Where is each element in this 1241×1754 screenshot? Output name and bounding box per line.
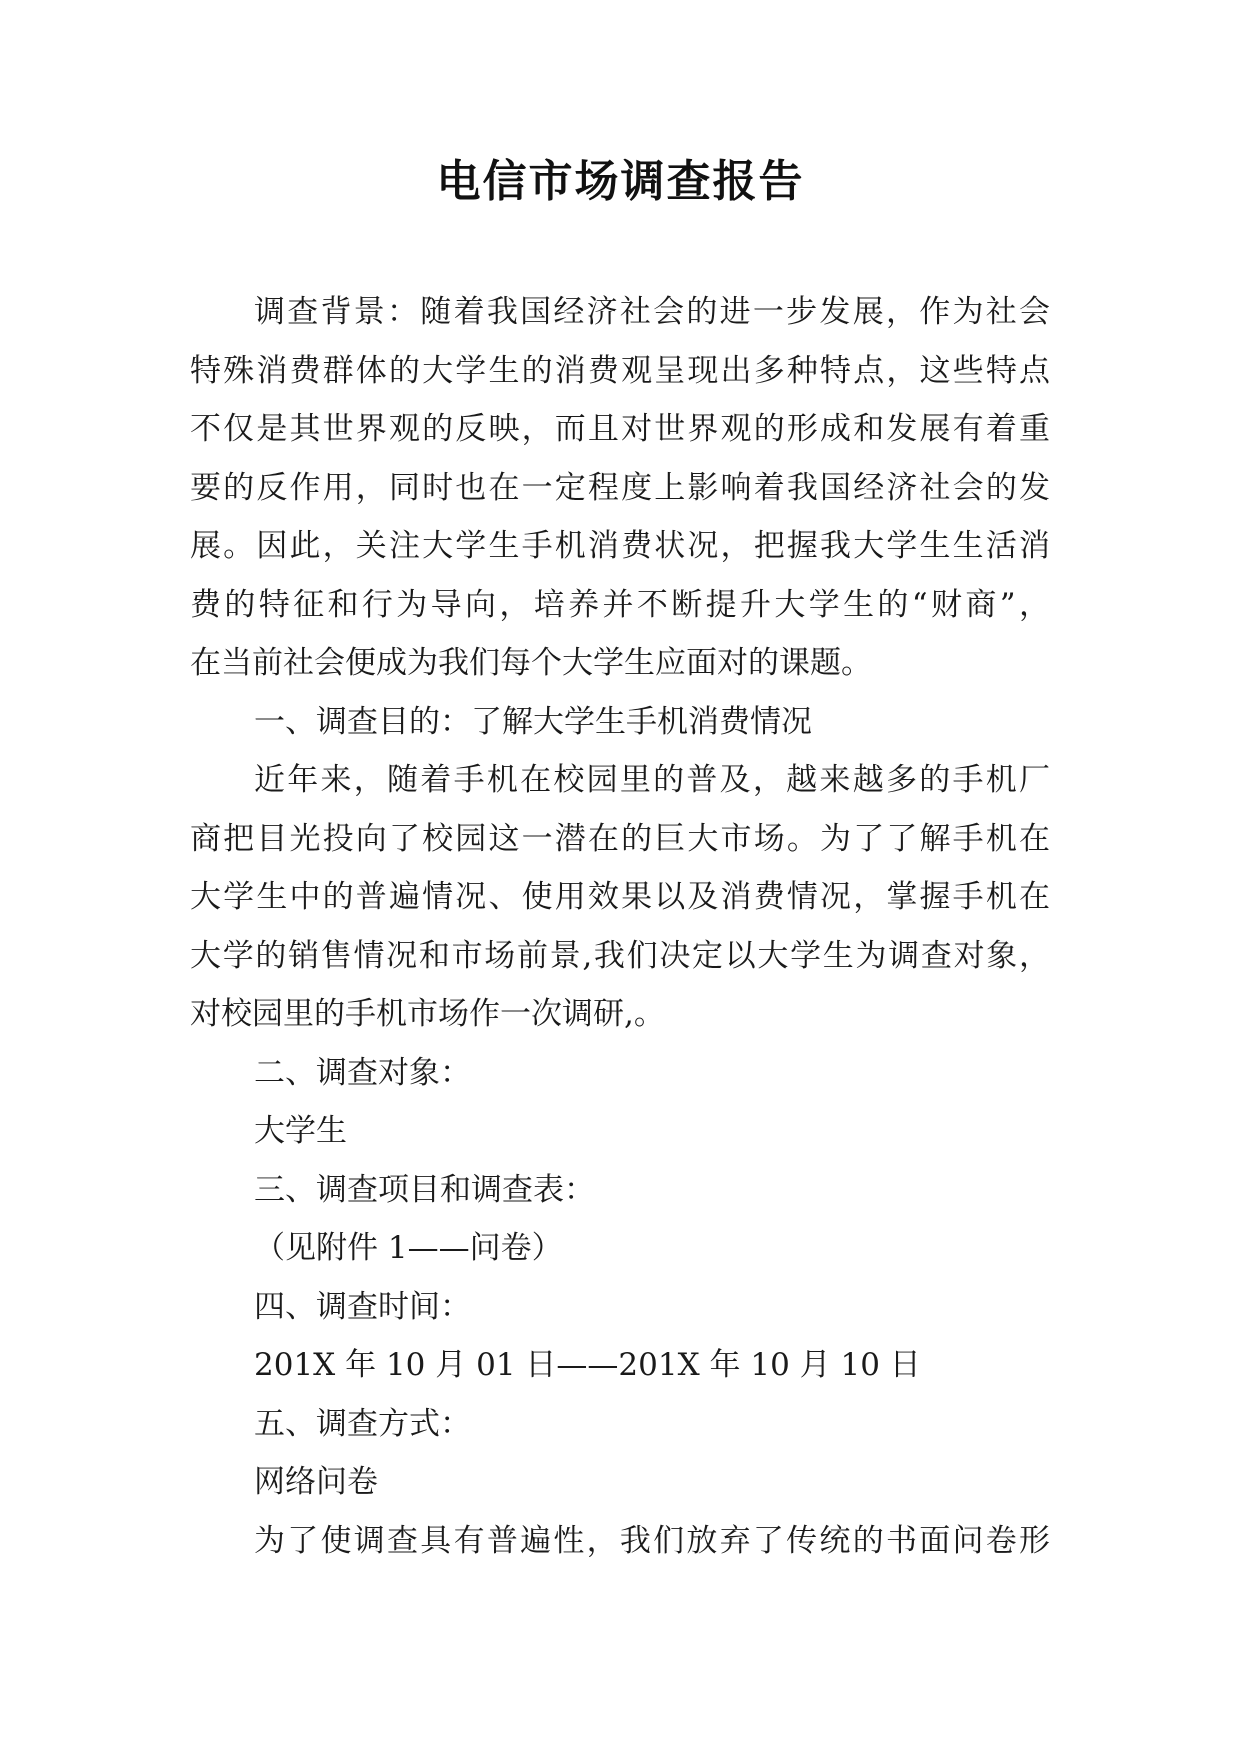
document-body [190, 283, 1050, 1570]
section-heading: 二、调查对象： [254, 1054, 471, 1091]
section-content: 201X 年 10 月 01 日——201X 年 10 月 10 日 [254, 1347, 921, 1383]
paragraph-line: 大学生中的普遍情况、使用效果以及消费情况，掌握手机在 [190, 879, 1050, 915]
section-heading: 一、调查目的：了解大学生手机消费情况 [254, 703, 812, 740]
paragraph-line: 不仅是其世界观的反映，而且对世界观的形成和发展有着重 [190, 411, 1050, 447]
paragraph-line: 展。因此，关注大学生手机消费状况，把握我大学生生活消 [190, 528, 1050, 564]
section-content: 大学生 [254, 1113, 347, 1149]
section-content: 网络问卷 [254, 1464, 378, 1500]
paragraph-line: 商把目光投向了校园这一潜在的巨大市场。为了了解手机在 [190, 820, 1050, 857]
paragraph-line: 调查背景：随着我国经济社会的进一步发展，作为社会 [254, 294, 1050, 330]
section-heading: 三、调查项目和调查表： [254, 1171, 595, 1208]
paragraph-line: 大学的销售情况和市场前景,我们决定以大学生为调查对象， [190, 937, 1050, 974]
document-title: 电信市场调查报告 [436, 156, 805, 207]
section-heading: 四、调查时间： [254, 1288, 471, 1325]
paragraph-line: 为了使调查具有普遍性，我们放弃了传统的书面问卷形 [254, 1522, 1050, 1559]
paragraph-line: 特殊消费群体的大学生的消费观呈现出多种特点，这些特点 [190, 352, 1050, 389]
section-heading: 五、调查方式： [254, 1405, 471, 1442]
paragraph-line: 对校园里的手机市场作一次调研,。 [190, 996, 665, 1032]
paragraph-line: 费的特征和行为导向，培养并不断提升大学生的“财商”， [190, 586, 1050, 623]
paragraph-line: 在当前社会便成为我们每个大学生应面对的课题。 [190, 645, 872, 681]
paragraph-line: 近年来，随着手机在校园里的普及，越来越多的手机厂 [254, 762, 1050, 798]
paragraph-line: 要的反作用，同时也在一定程度上影响着我国经济社会的发 [190, 469, 1050, 506]
section-content: （见附件 1——问卷） [254, 1230, 563, 1266]
